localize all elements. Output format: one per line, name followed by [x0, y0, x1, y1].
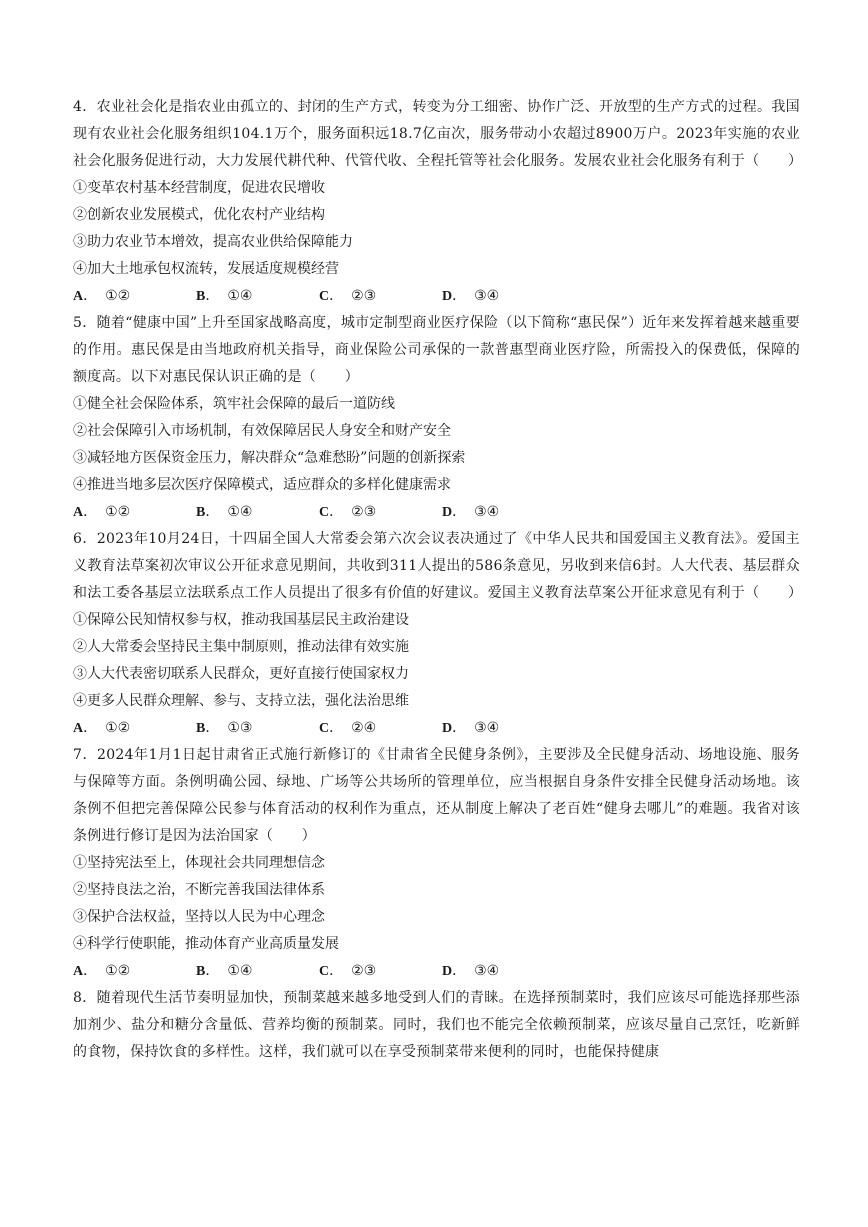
- choice-letter: D: [442, 721, 453, 736]
- answer-choices: [73, 499, 800, 526]
- question-6: [73, 526, 803, 742]
- answer-choice-b[interactable]: B． ①④: [196, 963, 253, 979]
- choice-text: ②③: [351, 963, 377, 979]
- answer-choice-d[interactable]: D． ③④: [442, 720, 500, 736]
- choice-text: ③④: [474, 720, 500, 736]
- answer-choice-c[interactable]: C． ②④: [319, 720, 377, 736]
- choice-text: ①②: [105, 288, 131, 304]
- choice-text: ①②: [105, 963, 131, 979]
- choice-text: ①③: [227, 720, 253, 736]
- choice-text: ①④: [227, 963, 253, 979]
- answer-choices: [73, 958, 800, 985]
- question-stem: 8．随着现代生活节奏明显加快，预制菜越来越多地受到人们的青睐。在选择预制菜时，我们应该尽可能选择那些添加剂少、盐分和糖分含量低、营养均衡的预制菜。同时，我们也不能完全依赖预制菜，应该尽量自己烹饪，吃新鲜的食物，保持饮食的多样性。这样，我们就可以在享受预制菜带来便利的同时，也能保持健康: [73, 990, 800, 1060]
- statement-option: ③助力农业节本增效，提高农业供给保障能力: [73, 234, 353, 250]
- choice-letter: A: [73, 721, 84, 736]
- answer-choice-b[interactable]: B． ①④: [196, 504, 253, 520]
- choice-letter: C: [319, 289, 330, 304]
- choice-letter: D: [442, 289, 453, 304]
- choice-letter: C: [319, 721, 330, 736]
- choice-letter: A: [73, 964, 84, 979]
- choice-letter: C: [319, 964, 330, 979]
- answer-choice-b[interactable]: B． ①④: [196, 288, 253, 304]
- answer-choice-a[interactable]: A． ①②: [73, 720, 131, 736]
- answer-choice-a[interactable]: A． ①②: [73, 504, 131, 520]
- choice-text: ③④: [474, 963, 500, 979]
- answer-choices: [73, 715, 800, 742]
- answer-choice-d[interactable]: D． ③④: [442, 963, 500, 979]
- choice-letter: B: [196, 505, 206, 520]
- choice-letter: D: [442, 505, 453, 520]
- statement-option: ②坚持良法之治，不断完善我国法律体系: [73, 882, 325, 898]
- statement-option: ①保障公民知情权参与权，推动我国基层民主政治建设: [73, 612, 409, 628]
- question-stem: 4．农业社会化是指农业由孤立的、封闭的生产方式，转变为分工细密、协作广泛、开放型的生产方式的过程。我国现有农业社会化服务组织104.1万个，服务面积远18.7亿亩次，服务带动小农超过8900万户。2023年实施的农业社会化服务促进行动，大力发展代耕代种、代管代收、全程托管等社会化服务。发展农业社会化服务有利于（ ）: [73, 99, 803, 169]
- statement-option: ③保护合法权益，坚持以人民为中心理念: [73, 909, 325, 925]
- statement-option: ②人大常委会坚持民主集中制原则，推动法律有效实施: [73, 639, 409, 655]
- choice-text: ①④: [227, 504, 253, 520]
- question-7: [73, 742, 800, 985]
- statement-option: ①变革农村基本经营制度，促进农民增收: [73, 180, 325, 196]
- choice-letter: A: [73, 505, 84, 520]
- answer-choice-a[interactable]: A． ①②: [73, 963, 131, 979]
- answer-choice-a[interactable]: A． ①②: [73, 288, 131, 304]
- statement-option: ③人大代表密切联系人民群众，更好直接行使国家权力: [73, 666, 409, 682]
- answer-choice-d[interactable]: D． ③④: [442, 288, 500, 304]
- choice-letter: A: [73, 289, 84, 304]
- statement-option: ①坚持宪法至上，体现社会共同理想信念: [73, 855, 325, 871]
- question-stem: 7．2024年1月1日起甘肃省正式施行新修订的《甘肃省全民健身条例》，主要涉及全民健身活动、场地设施、服务与保障等方面。条例明确公园、绿地、广场等公共场所的管理单位，应当根据自身条件安排全民健身活动场地。该条例不但把完善保障公民参与体育活动的权利作为重点，还从制度上解决了老百姓“健身去哪儿”的难题。我省对该条例进行修订是因为法治国家（ ）: [73, 747, 800, 844]
- question-5: [73, 310, 800, 526]
- choice-text: ①④: [227, 288, 253, 304]
- statement-option: ④推进当地多层次医疗保障模式，适应群众的多样化健康需求: [73, 477, 451, 493]
- choice-text: ①②: [105, 720, 131, 736]
- question-stem: 5．随着“健康中国”上升至国家战略高度，城市定制型商业医疗保险（以下简称“惠民保”）近年来发挥着越来越重要的作用。惠民保是由当地政府机关指导，商业保险公司承保的一款普惠型商业医疗险，所需投入的保费低，保障的额度高。以下对惠民保认识正确的是（ ）: [73, 315, 800, 385]
- statement-option: ④科学行使职能，推动体育产业高质量发展: [73, 936, 339, 952]
- statement-option: ②社会保障引入市场机制，有效保障居民人身安全和财产安全: [73, 423, 451, 439]
- answer-choice-c[interactable]: C． ②③: [319, 963, 377, 979]
- choice-text: ③④: [474, 504, 500, 520]
- answer-choice-c[interactable]: C． ②③: [319, 504, 377, 520]
- statement-option: ④加大土地承包权流转，发展适度规模经营: [73, 261, 339, 277]
- answer-choices: [73, 283, 800, 310]
- statement-option: ①健全社会保险体系，筑牢社会保障的最后一道防线: [73, 396, 395, 412]
- statement-option: ④更多人民群众理解、参与、支持立法，强化法治思维: [73, 693, 409, 709]
- question-8: [73, 985, 800, 1066]
- choice-letter: C: [319, 505, 330, 520]
- choice-text: ③④: [474, 288, 500, 304]
- answer-choice-c[interactable]: C． ②③: [319, 288, 377, 304]
- answer-choice-b[interactable]: B． ①③: [196, 720, 253, 736]
- choice-text: ①②: [105, 504, 131, 520]
- choice-letter: D: [442, 964, 453, 979]
- answer-choice-d[interactable]: D． ③④: [442, 504, 500, 520]
- choice-text: ②③: [351, 288, 377, 304]
- statement-option: ③减轻地方医保资金压力，解决群众“急难愁盼”问题的创新探索: [73, 450, 466, 466]
- statement-option: ②创新农业发展模式，优化农村产业结构: [73, 207, 325, 223]
- choice-text: ②④: [351, 720, 377, 736]
- question-4: [73, 94, 803, 310]
- choice-letter: B: [196, 289, 206, 304]
- choice-text: ②③: [351, 504, 377, 520]
- choice-letter: B: [196, 721, 206, 736]
- choice-letter: B: [196, 964, 206, 979]
- question-stem: 6．2023年10月24日，十四届全国人大常委会第六次会议表决通过了《中华人民共和国爱国主义教育法》。爱国主义教育法草案初次审议公开征求意见期间，共收到311人提出的586条意见，另收到来信6封。人大代表、基层群众和法工委各基层立法联系点工作人员提出了很多有价值的好建议。爱国主义教育法草案公开征求意见有利于（ ）: [73, 531, 803, 601]
